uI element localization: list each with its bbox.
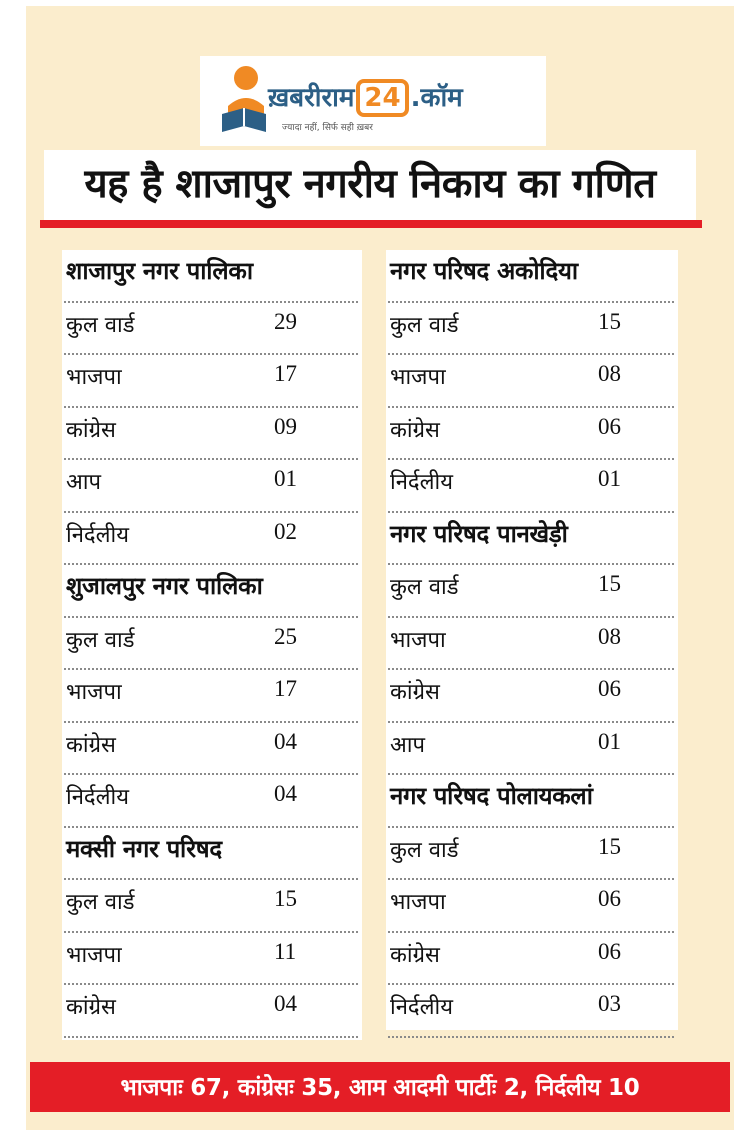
site-tagline: ज्यादा नहीं, सिर्फ सही ख़बर [282, 123, 373, 133]
row-label: कांग्रेस [66, 417, 116, 443]
row-label: कुल वार्ड [390, 837, 459, 863]
row-label: कुल वार्ड [390, 575, 459, 600]
row-divider [388, 353, 674, 355]
row-value: 11 [274, 938, 297, 964]
row-divider [64, 878, 358, 880]
section-title: नगर परिषद पोलायकलां [390, 782, 593, 810]
row-value: 01 [598, 466, 621, 491]
section-title: नगर परिषद पानखेड़ी [390, 519, 568, 548]
row-label: आप [390, 732, 425, 758]
row-divider [64, 511, 358, 513]
brand-post: .कॉम [410, 83, 463, 113]
totals-banner [30, 1062, 730, 1112]
row-label: कांग्रेस [66, 995, 116, 1020]
row-divider [388, 983, 674, 985]
row-value: 04 [274, 991, 297, 1016]
row-label: भाजपा [390, 890, 446, 915]
row-value: 06 [598, 413, 621, 439]
row-value: 15 [598, 833, 621, 859]
row-value: 09 [274, 413, 297, 439]
row-label: आप [66, 470, 101, 495]
row-value: 08 [598, 623, 621, 649]
row-divider [64, 563, 358, 565]
row-divider [64, 826, 358, 828]
section-title: शुजालपुर नगर पालिका [66, 572, 263, 600]
row-value: 03 [598, 991, 621, 1016]
row-divider [64, 773, 358, 775]
row-value: 04 [274, 728, 297, 754]
row-value: 29 [274, 308, 297, 334]
row-label: निर्दलीय [66, 785, 129, 810]
row-divider [64, 616, 358, 618]
site-logo[interactable] [200, 56, 546, 146]
row-label: भाजपा [66, 942, 122, 968]
row-value: 15 [274, 886, 297, 911]
row-divider [388, 301, 674, 303]
row-label: भाजपा [66, 365, 122, 390]
row-divider [64, 406, 358, 408]
row-divider [64, 721, 358, 723]
row-value: 06 [598, 938, 621, 964]
row-value: 04 [274, 781, 297, 806]
row-label: कांग्रेस [390, 417, 440, 443]
row-label: भाजपा [390, 627, 446, 653]
title-underline [40, 220, 702, 228]
row-label: कुल वार्ड [66, 890, 135, 915]
reader-icon [218, 62, 270, 138]
row-label: कांग्रेस [390, 680, 440, 705]
row-divider [64, 458, 358, 460]
row-divider [388, 878, 674, 880]
row-value: 01 [598, 728, 621, 754]
row-value: 17 [274, 676, 297, 701]
row-divider [388, 563, 674, 565]
row-divider [64, 931, 358, 933]
row-divider [388, 668, 674, 670]
row-label: कांग्रेस [66, 732, 116, 758]
brand-number: 24 [356, 79, 408, 117]
row-divider [388, 826, 674, 828]
row-divider [64, 983, 358, 985]
row-label: कांग्रेस [390, 942, 440, 968]
row-value: 15 [598, 571, 621, 596]
row-divider [388, 773, 674, 775]
title-box [44, 150, 696, 222]
row-label: कुल वार्ड [66, 627, 135, 653]
row-value: 06 [598, 676, 621, 701]
row-label: भाजपा [390, 365, 446, 390]
row-divider [64, 301, 358, 303]
section-title: मक्सी नगर परिषद [66, 834, 222, 863]
row-value: 17 [274, 361, 297, 386]
row-divider [64, 353, 358, 355]
row-label: कुल वार्ड [390, 312, 459, 338]
section-title: नगर परिषद अकोदिया [390, 257, 578, 285]
row-value: 25 [274, 623, 297, 649]
row-divider [64, 668, 358, 670]
row-divider [388, 511, 674, 513]
brand-pre: ख़बरीराम [268, 83, 355, 113]
row-value: 15 [598, 308, 621, 334]
row-value: 01 [274, 466, 297, 491]
row-divider [388, 458, 674, 460]
row-value: 02 [274, 518, 297, 544]
row-value: 08 [598, 361, 621, 386]
row-label: निर्दलीय [66, 522, 129, 548]
row-label: निर्दलीय [390, 470, 453, 495]
totals-text: भाजपाः 67, कांग्रेसः 35, आम आदमी पार्टीः 2, निर्दलीय 10 [120, 1075, 640, 1101]
row-divider [388, 616, 674, 618]
row-divider [388, 1036, 674, 1038]
row-label: कुल वार्ड [66, 312, 135, 338]
row-label: भाजपा [66, 680, 122, 705]
row-divider [388, 406, 674, 408]
section-title: शाजापुर नगर पालिका [66, 257, 253, 285]
row-label: निर्दलीय [390, 995, 453, 1020]
row-value: 06 [598, 886, 621, 911]
site-logo-text [268, 78, 463, 117]
row-divider [64, 1036, 358, 1038]
row-divider [388, 721, 674, 723]
page-title: यह है शाजापुर नगरीय निकाय का गणित [84, 161, 656, 207]
row-divider [388, 931, 674, 933]
